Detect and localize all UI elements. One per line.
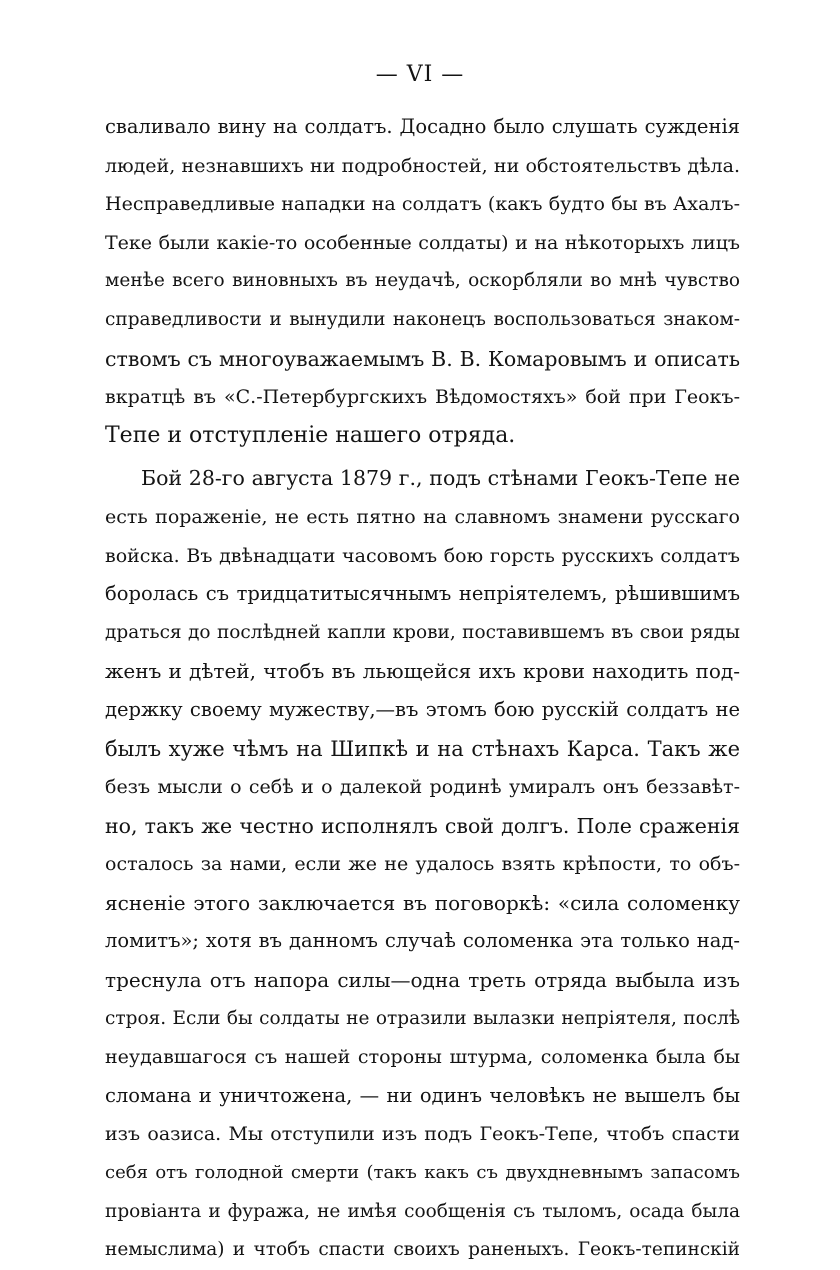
body-text: [105, 108, 740, 1270]
page-number: — VI —: [375, 62, 465, 87]
text-line: осталось за нами, если же не удалось взять крѣпости, то объ-: [105, 853, 740, 876]
text-line: былъ хуже чѣмъ на Шипкѣ и на стѣнахъ Карса. Такъ же: [105, 736, 740, 761]
text-line: себя отъ голодной смерти (такъ какъ съ двухдневнымъ запасомъ: [105, 1162, 740, 1184]
text-line: провіанта и фуража, не имѣя сообщенія съ тыломъ, осада была: [105, 1200, 740, 1222]
text-line: войска. Въ двѣнадцати часовомъ бою горсть русскихъ солдатъ: [105, 544, 740, 567]
text-line: менѣе всего виновныхъ въ неудачѣ, оскорбляли во мнѣ чувство: [105, 270, 740, 292]
text-line: вкратцѣ въ «С.-Петербургскихъ Вѣдомостяхъ» бой при Геокъ-: [105, 386, 740, 409]
text-line: есть пораженіе, не есть пятно на славномъ знамени русскаго: [105, 505, 740, 528]
text-line: Несправедливые нападки на солдатъ (какъ будто бы въ Ахалъ-: [105, 193, 740, 216]
text-line: но, такъ же честно исполнялъ свой долгъ. Поле сраженія: [105, 813, 740, 838]
text-line: женъ и дѣтей, чтобъ въ льющейся ихъ крови находить под-: [105, 659, 740, 684]
text-line: держку своему мужеству,—въ этомъ бою русскій солдатъ не: [105, 697, 740, 721]
text-line: Бой 28-го августа 1879 г., подъ стѣнами Геокъ-Тепе не: [141, 466, 740, 491]
text-line: сломана и уничтожена, — ни одинъ человѣкъ не вышелъ бы: [105, 1083, 740, 1107]
text-line: людей, незнавшихъ ни подробностей, ни обстоятельствъ дѣла.: [105, 154, 740, 177]
text-line: ломитъ»; хотя въ данномъ случаѣ соломенка эта только над-: [105, 929, 740, 953]
text-line: сваливало вину на солдатъ. Досадно было слушать сужденія: [105, 115, 740, 138]
paragraph-1: [105, 108, 740, 455]
text-line: драться до послѣдней капли крови, поставившемъ въ свои ряды: [105, 621, 740, 643]
text-line: неудавшагося съ нашей стороны штурма, соломенка была бы: [105, 1046, 740, 1069]
text-line: немыслима) и чтобъ спасти своихъ раненыхъ. Геокъ-тепинскій: [105, 1239, 740, 1261]
text-line: ствомъ съ многоуважаемымъ В. В. Комаровымъ и описать: [105, 346, 740, 371]
paragraph-2: [105, 459, 740, 1269]
text-line: ясненіе этого заключается въ поговоркѣ: «сила соломенку: [105, 890, 740, 915]
text-line: строя. Если бы солдаты не отразили вылазки непріятеля, послѣ: [105, 1007, 740, 1029]
text-line: справедливости и вынудили наконецъ воспользоваться знаком-: [105, 308, 740, 330]
text-line: Тепе и отступленіе нашего отряда.: [105, 422, 516, 448]
text-line: Теке были какіе-то особенные солдаты) и на нѣкоторыхъ лицъ: [105, 231, 740, 254]
text-line: безъ мысли о себѣ и о далекой родинѣ умиралъ онъ беззавѣт-: [105, 776, 740, 799]
text-line: треснула отъ напора силы—одна треть отряда выбыла изъ: [105, 968, 740, 993]
text-line: изъ оазиса. Мы отступили изъ подъ Геокъ-Тепе, чтобъ спасти: [105, 1123, 740, 1146]
text-line: боролась съ тридцатитысячнымъ непріятелемъ, рѣшившимъ: [105, 582, 740, 606]
